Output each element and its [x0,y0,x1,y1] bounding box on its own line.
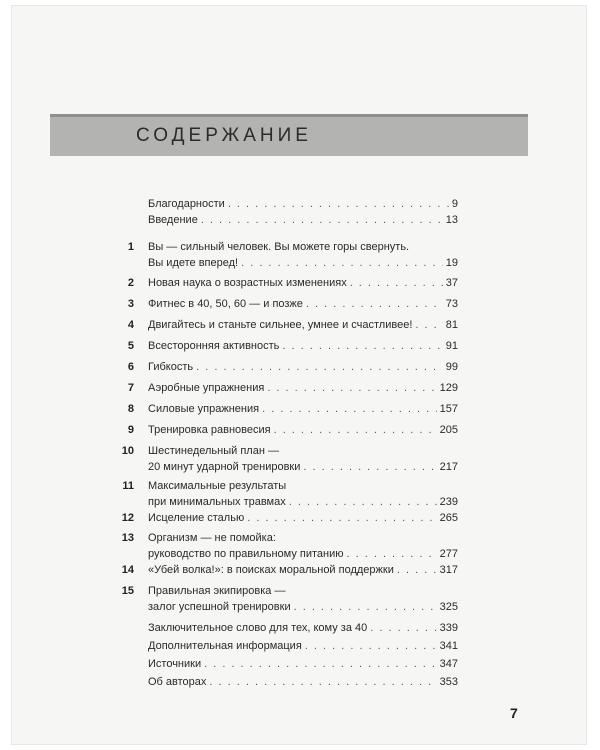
toc-page: 91 [445,340,458,352]
toc-line [148,510,458,526]
toc-page: 19 [445,257,458,269]
chapter-number: 13 [121,532,134,544]
toc-title: Введение [148,214,198,226]
toc-page: 265 [439,512,458,524]
toc-leader [294,599,437,615]
toc-title: «Убей волка!»: в поисках моральной поддержки [148,564,394,576]
toc-leader [204,656,437,672]
toc-line [148,275,458,291]
toc-line [148,422,458,438]
toc-title: Силовые упражнения [148,403,260,415]
toc-title: Фитнес в 40, 50, 60 — и позже [148,298,303,310]
toc-title: Организм — не помойка: [148,532,276,544]
toc-leader [196,359,443,375]
toc-line [148,530,458,546]
toc-leader [305,638,437,654]
toc-line [148,317,458,333]
toc-page: 73 [445,298,458,310]
toc-leader [267,380,436,396]
toc-title: Аэробные упражнения [148,382,265,394]
toc-page: 277 [439,548,458,560]
toc-line [148,255,458,271]
chapter-number: 3 [127,298,134,310]
chapter-number: 7 [127,382,134,394]
toc-title: Исцеление сталью [148,512,245,524]
toc-line [148,546,458,562]
toc-title: Об авторах [148,676,207,688]
toc-line [148,359,458,375]
toc-line [148,401,458,417]
page-number: 7 [510,705,518,721]
toc-title: Всесторонняя активность [148,340,280,352]
toc-leader [262,401,437,417]
toc-leader [347,546,437,562]
toc-title-cont: руководство по правильному питанию [148,548,344,560]
chapter-number: 9 [127,424,134,436]
toc-line [148,239,458,255]
toc-line [148,562,458,578]
toc-leader [209,674,436,690]
toc-leader [282,338,442,354]
toc-page: 347 [439,658,458,670]
chapter-number: 15 [121,585,134,597]
toc-page: 341 [439,640,458,652]
toc-title: Вы — сильный человек. Вы можете горы свернуть. [148,241,410,253]
toc-leader [370,620,436,636]
toc-page: 205 [439,424,458,436]
chapter-number: 8 [127,403,134,415]
toc-line [148,212,458,228]
toc-title: Гибкость [148,361,194,373]
toc-line [148,380,458,396]
toc-title: Правильная экипировка — [148,585,286,597]
toc-page: 353 [439,676,458,688]
toc-line [148,478,458,494]
toc-title: Благодарности [148,198,225,210]
toc-line [148,196,458,212]
toc-page: 239 [439,496,458,508]
toc-leader [350,275,443,291]
toc-leader [397,562,437,578]
toc-line [148,599,458,615]
toc-line [148,638,458,654]
toc-leader [306,296,443,312]
toc-title: Дополнительная информация [148,640,302,652]
toc-line [148,459,458,475]
toc-line [148,620,458,636]
toc-page: 37 [445,277,458,289]
toc-title: Шестинедельный план — [148,445,279,457]
toc-page: 99 [445,361,458,373]
toc-title-cont: при минимальных травмах [148,496,286,508]
chapter-number: 14 [121,564,134,576]
toc-page: 13 [445,214,458,226]
toc-leader [289,494,437,510]
toc-page: 129 [439,382,458,394]
chapter-number: 1 [127,241,134,253]
toc-line [148,338,458,354]
toc-title: Источники [148,658,202,670]
toc-line [148,494,458,510]
chapter-number: 5 [127,340,134,352]
toc-title-cont: 20 минут ударной тренировки [148,461,301,473]
toc-title: Двигайтесь и станьте сильнее, умнее и счастливее! [148,319,413,331]
toc-line [148,656,458,672]
toc-line [148,583,458,599]
toc-page: 317 [439,564,458,576]
toc-line [148,674,458,690]
toc-title: Тренировка равновесия [148,424,271,436]
toc-leader [415,317,442,333]
toc-page: 217 [439,461,458,473]
chapter-number: 6 [127,361,134,373]
toc-leader [228,196,449,212]
chapter-number: 4 [127,319,134,331]
chapter-number: 10 [121,445,134,457]
toc-page: 157 [439,403,458,415]
chapter-number: 2 [127,277,134,289]
toc-page: 9 [451,198,458,210]
toc-leader [241,255,443,271]
toc-leader [274,422,437,438]
toc-title: Новая наука о возрастных изменениях [148,277,347,289]
toc-line [148,443,458,459]
toc-title-cont: залог успешной тренировки [148,601,291,613]
toc-leader [247,510,436,526]
toc-page: 325 [439,601,458,613]
toc-title: Максимальные результаты [148,480,287,492]
toc-leader [201,212,443,228]
toc-line [148,296,458,312]
chapter-number: 11 [122,480,134,492]
page-title: СОДЕРЖАНИЕ [136,125,312,146]
toc-title-cont: Вы идете вперед! [148,257,239,269]
toc-title: Заключительное слово для тех, кому за 40 [148,622,368,634]
toc-page: 339 [439,622,458,634]
toc-leader [303,459,436,475]
chapter-number: 12 [121,512,134,524]
toc-page: 81 [445,319,458,331]
